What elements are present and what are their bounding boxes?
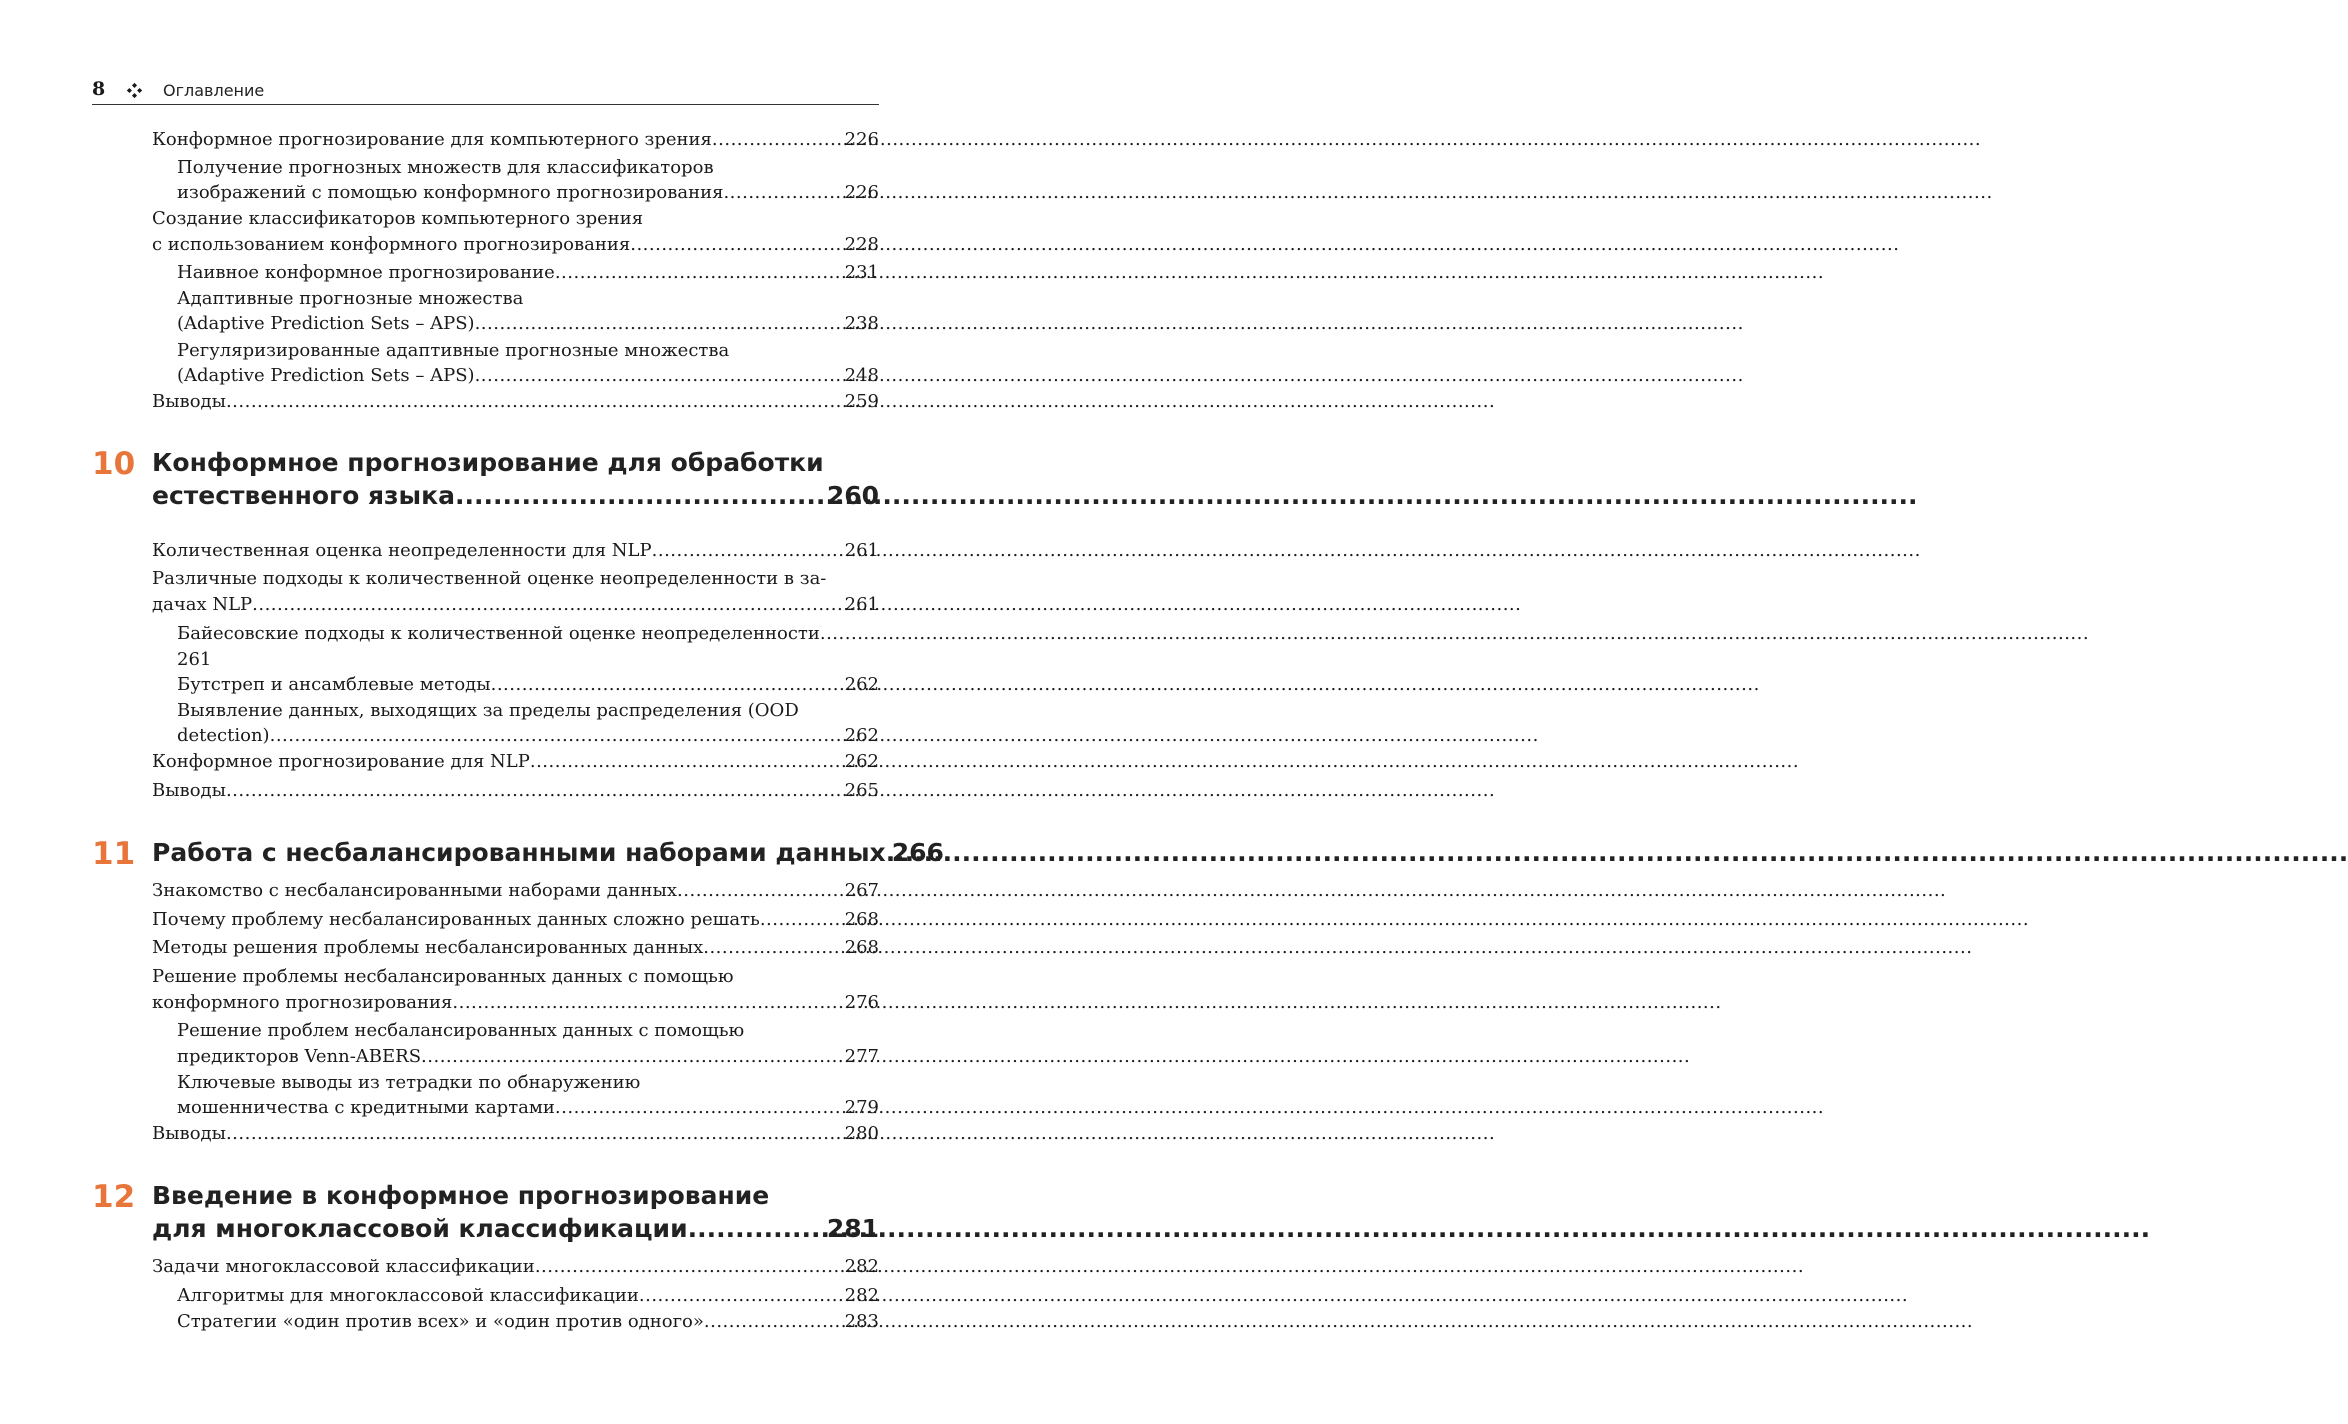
toc-entry[interactable]: с использованием конформного прогнозирования ..... 228 xyxy=(152,232,879,258)
toc-entry[interactable]: дачах NLP ..... 261 xyxy=(152,592,879,618)
chapter-title-line[interactable]: Введение в конформное прогнозирование xyxy=(152,1181,770,1210)
header-title: Оглавление xyxy=(163,81,265,100)
toc-entry-line[interactable]: Регуляризированные адаптивные прогнозные множества xyxy=(177,340,730,361)
toc-entry[interactable]: Знакомство с несбалансированными наборами данных ..... 267 xyxy=(152,878,879,904)
toc-entry-line[interactable]: Получение прогнозных множеств для классификаторов xyxy=(177,157,714,178)
page-number: 8 xyxy=(92,78,106,100)
chapter-number: 10 xyxy=(92,446,136,482)
toc-entry[interactable]: мошенничества с кредитными картами ..... 279 xyxy=(177,1095,879,1121)
chapter-title-line[interactable]: Конформное прогнозирование для обработки xyxy=(152,448,824,477)
toc-entry[interactable]: Конформное прогнозирование для NLP ..... 262 xyxy=(152,749,879,775)
toc-entry[interactable]: Алгоритмы для многоклассовой классификации ..... 282 xyxy=(177,1283,879,1309)
toc-entry[interactable]: Наивное конформное прогнозирование ..... 231 xyxy=(177,260,879,286)
toc-entry-line[interactable]: Создание классификаторов компьютерного зрения xyxy=(152,208,644,229)
running-header xyxy=(92,78,879,105)
toc-entry-line[interactable]: Решение проблемы несбалансированных данных с помощью xyxy=(152,966,734,987)
toc-entry[interactable]: Задачи многоклассовой классификации ..... 282 xyxy=(152,1254,879,1280)
toc-entry[interactable]: Конформное прогнозирование для компьютерного зрения ..... 226 xyxy=(152,127,879,153)
toc-entry[interactable]: (Adaptive Prediction Sets – APS) ..... 248 xyxy=(177,363,879,389)
toc-entry[interactable]: Выводы ..... 259 xyxy=(152,389,879,415)
toc-entry[interactable]: Почему проблему несбалансированных данных сложно решать ..... 268 xyxy=(152,907,879,933)
toc-entry[interactable]: Бутстреп и ансамблевые методы ..... 262 xyxy=(177,672,879,698)
toc-entry[interactable]: конформного прогнозирования ..... 276 xyxy=(152,990,879,1016)
toc-entry-line[interactable]: Решение проблем несбалансированных данных с помощью xyxy=(177,1020,745,1041)
toc-entry[interactable]: Выводы ..... 280 xyxy=(152,1121,879,1147)
toc-entry-page[interactable]: 261 xyxy=(177,649,212,670)
toc-entry[interactable]: Выводы ..... 265 xyxy=(152,778,879,804)
chapter-title[interactable]: Работа с несбалансированными наборами данных ..... 266 xyxy=(152,836,879,870)
toc-entry[interactable]: (Adaptive Prediction Sets – APS) ..... 238 xyxy=(177,311,879,337)
toc-entry-line[interactable]: Ключевые выводы из тетрадки по обнаружению xyxy=(177,1072,641,1093)
diamond-ornament-icon xyxy=(126,82,143,99)
toc-entry[interactable]: предикторов Venn-ABERS ..... 277 xyxy=(177,1044,879,1070)
toc-entry-line[interactable]: Адаптивные прогнозные множества xyxy=(177,288,524,309)
chapter-number: 11 xyxy=(92,836,136,872)
toc-entry[interactable]: Методы решения проблемы несбалансированных данных ..... 268 xyxy=(152,935,879,961)
chapter-number: 12 xyxy=(92,1179,136,1215)
chapter-title[interactable]: естественного языка ..... 260 xyxy=(152,479,879,513)
toc-entry-line[interactable]: Выявление данных, выходящих за пределы распределения (OOD xyxy=(177,700,799,721)
toc-entry[interactable]: Стратегии «один против всех» и «один против одного» ..... 283 xyxy=(177,1309,879,1335)
toc-entry[interactable]: Байесовские подходы к количественной оценке неопределенности ..... xyxy=(177,621,879,647)
chapter-title[interactable]: для многоклассовой классификации ..... 281 xyxy=(152,1212,879,1246)
toc-entry[interactable]: изображений с помощью конформного прогнозирования ..... 226 xyxy=(177,180,879,206)
toc-entry[interactable]: Количественная оценка неопределенности для NLP ..... 261 xyxy=(152,538,879,564)
toc-entry[interactable]: detection) ..... 262 xyxy=(177,723,879,749)
toc-entry-line[interactable]: Различные подходы к количественной оценке неопределенности в за- xyxy=(152,568,827,589)
